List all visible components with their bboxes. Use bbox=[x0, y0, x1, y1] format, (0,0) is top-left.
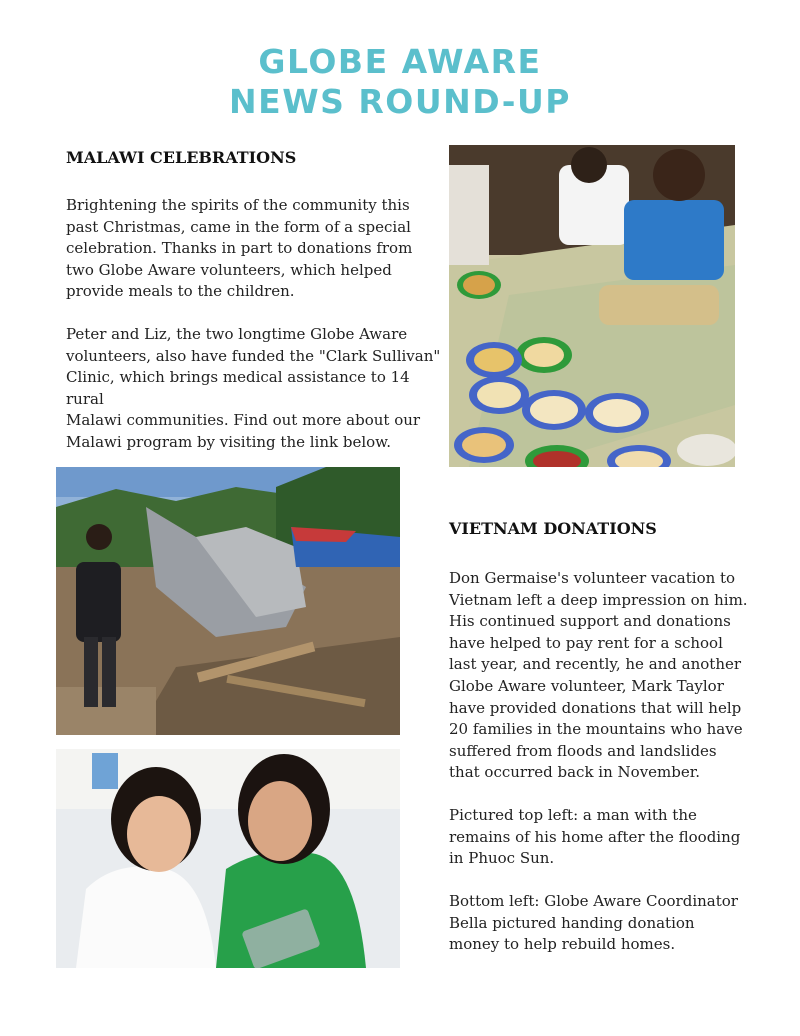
page-title bbox=[0, 42, 800, 122]
vietnam-heading: VIETNAM DONATIONS bbox=[449, 519, 657, 538]
title-line-2: NEWS ROUND-UP bbox=[229, 82, 571, 121]
malawi-children-photo bbox=[449, 145, 735, 467]
malawi-paragraph-1: Brightening the spirits of the community this past Christmas, came in the form of a special celebration. Thanks in part to donations from two Globe Aware volunteers, which helped provide meals to the children. bbox=[66, 196, 413, 301]
vietnam-paragraph-3: Bottom left: Globe Aware Coordinator Bella pictured handing donation money to help rebuild homes. bbox=[449, 892, 738, 954]
flood-damage-photo bbox=[56, 467, 400, 735]
malawi-heading: MALAWI CELEBRATIONS bbox=[66, 148, 297, 167]
donation-handover-photo bbox=[56, 749, 400, 968]
title-line-1: GLOBE AWARE bbox=[258, 42, 542, 81]
malawi-paragraph-2: Peter and Liz, the two longtime Globe Aware volunteers, also have funded the "Clark Sullivan" Clinic, which brings medical assistance to 14 rural Malawi communities. Find out more about our Malawi program by visiting the link below. bbox=[66, 325, 441, 451]
vietnam-paragraph-1: Don Germaise's volunteer vacation to Vietnam left a deep impression on him. His continued support and donations have helped to pay rent for a school last year, and recently, he and another Globe Aware volunteer, Mark Taylor have provided donations that will help 20 families in the mountains who have suffered from floods and landslides that occurred back in November. bbox=[449, 569, 748, 782]
vietnam-paragraph-2: Pictured top left: a man with the remains of his home after the flooding in Phuoc Sun. bbox=[449, 806, 741, 868]
